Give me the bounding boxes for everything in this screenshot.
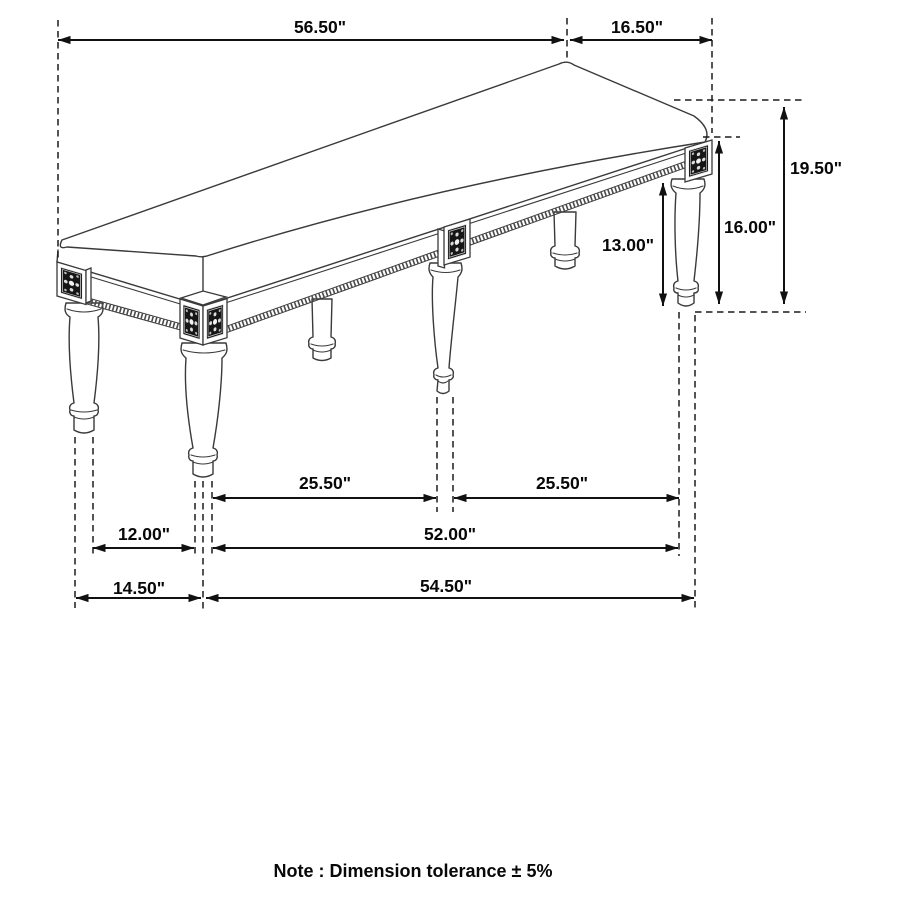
bench-cushion (60, 62, 707, 257)
bench-leg-front-right (671, 179, 705, 306)
bench-leg-back-middle (309, 299, 336, 361)
dim-label-clearance-height: 13.00" (601, 235, 655, 255)
rosette-block-front-left-endface (180, 299, 203, 345)
dim-label-front-leg-outer-span: 52.00" (423, 524, 477, 544)
bench-leg-back-left (65, 303, 103, 433)
dim-label-side-base-length: 14.50" (112, 578, 166, 598)
bench-illustration (57, 62, 712, 477)
rosette-block-front-left-frontface (203, 299, 227, 345)
dim-label-front-left-leg-span: 25.50" (298, 473, 352, 493)
rosette-block-front-right (685, 140, 712, 182)
rosette-block-back-left-side (86, 268, 91, 303)
dim-label-side-leg-spacing: 12.00" (117, 524, 171, 544)
dim-label-top-depth: 16.50" (610, 17, 664, 37)
dim-label-seat-height: 16.00" (723, 217, 777, 237)
bench-leg-front-middle (429, 263, 462, 394)
dim-label-top-length: 56.50" (293, 17, 347, 37)
rosette-block-front-middle (444, 219, 470, 265)
rosette-block-back-left (57, 262, 86, 305)
dim-label-overall-height: 19.50" (789, 158, 843, 178)
dim-label-front-right-leg-span: 25.50" (535, 473, 589, 493)
dim-label-front-base-length: 54.50" (419, 576, 473, 596)
extension-lines (58, 18, 806, 612)
tolerance-note: Note : Dimension tolerance ± 5% (273, 861, 553, 881)
bench-leg-front-left (181, 343, 227, 477)
bench-leg-back-right (551, 212, 580, 269)
